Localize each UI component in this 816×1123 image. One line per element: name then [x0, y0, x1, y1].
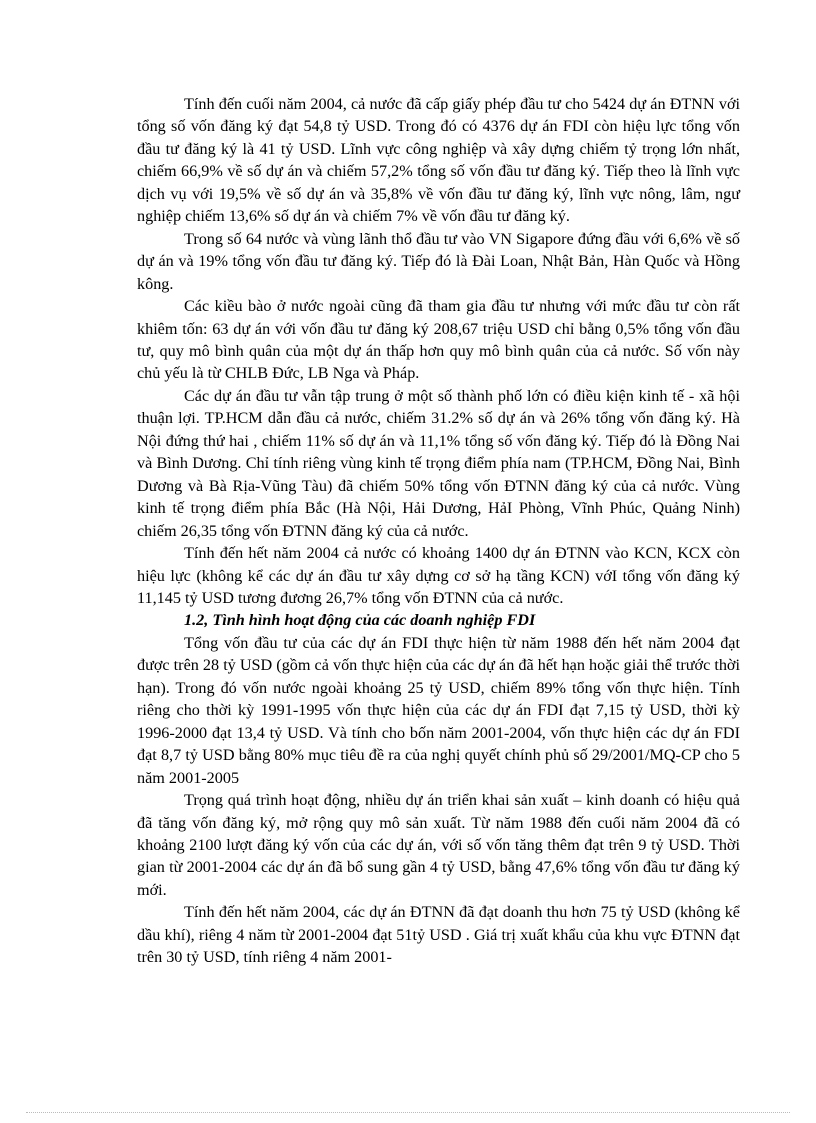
paragraph: Các dự án đầu tư vẫn tập trung ở một số thành phố lớn có điều kiện kinh tế - xã hội thuận lợi. TP.HCM dẫn đầu cả nước, chiếm 31.2% số dự án và 26% tổng vốn đăng ký. Hà Nội đứng thứ hai , chiếm 11% số dự án và 11,1% tổng số vốn đăng ký. Tiếp đó là Đồng Nai và Bình Dương. Chỉ tính riêng vùng kinh tế trọng điểm phía nam (TP.HCM, Đồng Nai, Bình Dương và Bà Rịa-Vũng Tàu) đã chiếm 50% tổng vốn ĐTNN đăng ký của cả nước. Vùng kinh tế trọng điểm phía Bắc (Hà Nội, Hải Dương, HảI Phòng, Vĩnh Phúc, Quảng Ninh) chiếm 26,35 tổng vốn ĐTNN đăng ký của cả nước.	[137, 386, 740, 540]
paragraph: Trong số 64 nước và vùng lãnh thổ đầu tư vào VN Sigapore đứng đầu với 6,6% về số dự án và 19% tổng vốn đầu tư đăng ký. Tiếp đó là Đài Loan, Nhật Bản, Hàn Quốc và Hồng kông.	[137, 229, 740, 293]
document-body	[137, 93, 740, 969]
paragraph: Tính đến cuối năm 2004, cả nước đã cấp giấy phép đầu tư cho 5424 dự án ĐTNN với tổng số vốn đăng ký đạt 54,8 tỷ USD. Trong đó có 4376 dự án FDI còn hiệu lực tổng vốn đầu tư đăng ký là 41 tỷ USD. Lĩnh vực công nghiệp và xây dựng chiếm tỷ trọng lớn nhất, chiếm 66,9% về số dự án và chiếm 57,2% tổng số vốn đầu tư đăng ký. Tiếp theo là lĩnh vực dịch vụ với 19,5% về số dự án và 35,8% về vốn đầu tư đăng ký, lĩnh vực nông, lâm, ngư nghiệp chiếm 13,6% số dự án và chiếm 7% về vốn đầu tư đăng ký.	[137, 95, 740, 226]
paragraph: Các kiều bào ở nước ngoài cũng đã tham gia đầu tư nhưng với mức đầu tư còn rất khiêm tốn: 63 dự án với vốn đầu tư đăng ký 208,67 triệu USD chỉ bằng 0,5% tổng vốn đầu tư, quy mô bình quân của một dự án thấp hơn quy mô bình quân của cả nước. Số vốn này chủ yếu là từ CHLB Đức, LB Nga và Pháp.	[137, 297, 740, 383]
paragraph: Trọng quá trình hoạt động, nhiều dự án triển khai sản xuất – kinh doanh có hiệu quả đã tăng vốn đăng ký, mở rộng quy mô sản xuất. Từ năm 1988 đến cuối năm 2004 đã có khoảng 2100 lượt đăng ký vốn của các dự án, với số vốn tăng thêm đạt trên 9 tỷ USD. Thời gian từ 2001-2004 các dự án đã bổ sung gần 4 tỷ USD, bằng 47,6% tổng vốn đầu tư đăng ký mới.	[137, 791, 740, 899]
paragraph: Tính đến hết năm 2004, các dự án ĐTNN đã đạt doanh thu hơn 75 tỷ USD (không kể dầu khí), riêng 4 năm từ 2001-2004 đạt 51tỷ USD . Giá trị xuất khẩu của khu vực ĐTNN đạt trên 30 tỷ USD, tính riêng 4 năm 2001-	[137, 903, 740, 967]
paragraph: Tính đến hết năm 2004 cả nước có khoảng 1400 dự án ĐTNN vào KCN, KCX còn hiệu lực (không kể các dự án đầu tư xây dựng cơ sở hạ tầng KCN) vớI tổng vốn đăng ký 11,145 tỷ USD tương đương 26,7% tổng vốn ĐTNN của cả nước.	[137, 544, 740, 607]
paragraph: Tổng vốn đầu tư của các dự án FDI thực hiện từ năm 1988 đến hết năm 2004 đạt được trên 28 tỷ USD (gồm cả vốn thực hiện của các dự án đã hết hạn hoặc giải thể trước thời hạn). Trong đó vốn nước ngoài khoảng 25 tỷ USD, chiếm 89% tổng vốn thực hiện. Tính riêng cho thời kỳ 1991-1995 vốn thực hiện của các dự án FDI đạt 7,15 tỷ USD, thời kỳ 1996-2000 đạt 13,4 tỷ USD. Và tính cho bốn năm 2001-2004, vốn thực hiện các dự án FDI đạt 8,7 tỷ USD bằng 80% mục tiêu đề ra của nghị quyết chính phủ số 29/2001/MQ-CP cho 5 năm 2001-2005	[137, 633, 740, 787]
section-heading: 1.2, Tình hình hoạt động của các doanh nghiệp FDI	[184, 611, 536, 630]
page-bottom-divider	[26, 1112, 790, 1113]
